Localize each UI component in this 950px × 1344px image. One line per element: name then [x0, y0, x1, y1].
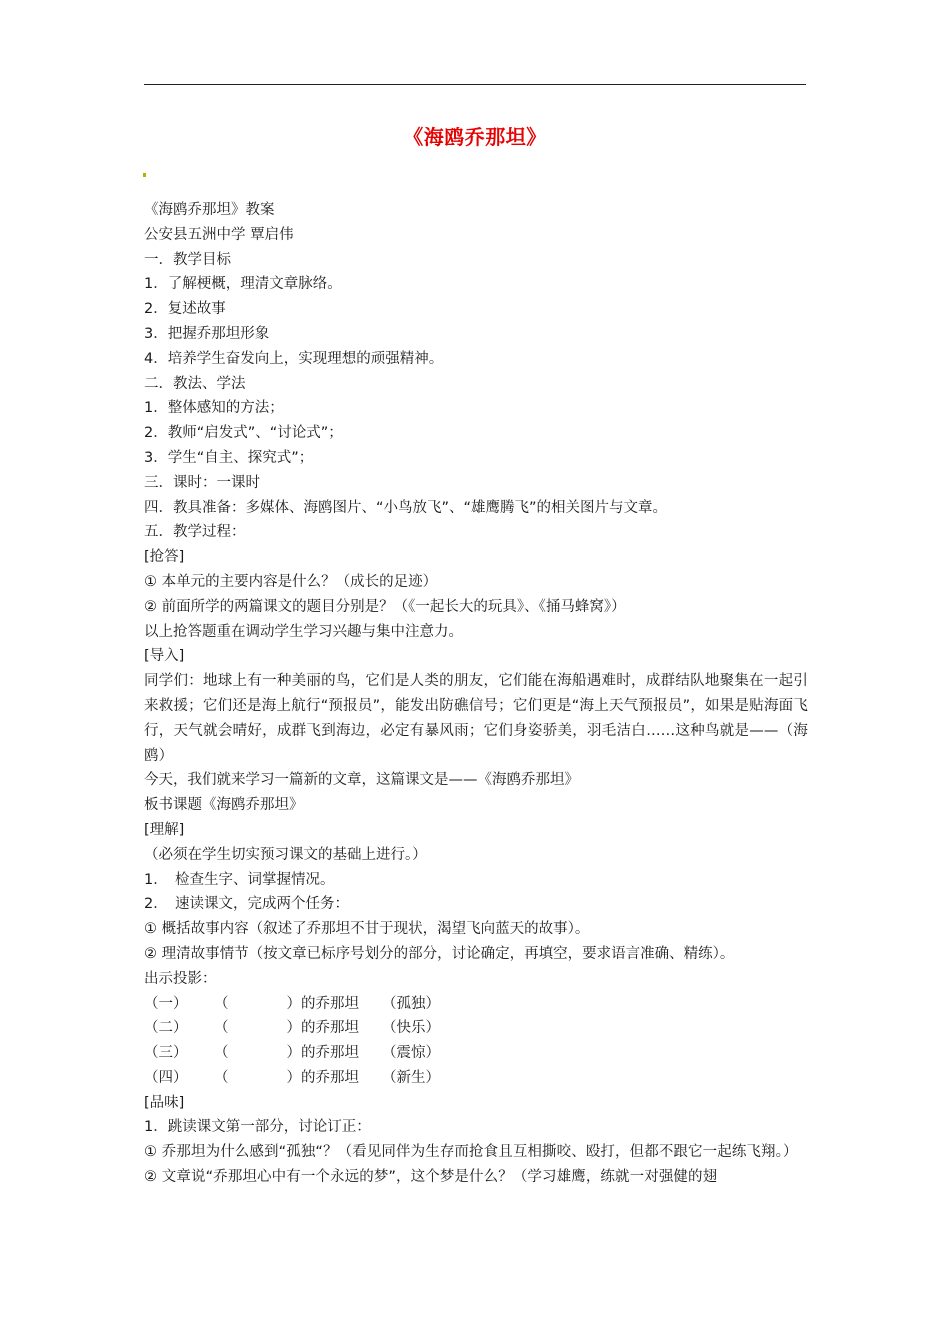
note-line: （必须在学生切实预习课文的基础上进行。） — [144, 846, 427, 863]
list-item: 1．整体感知的方法； — [144, 400, 284, 417]
task-line: ① 概括故事内容（叙述了乔那坦不甘于现状，渴望飞向蓝天的故事）。 — [144, 921, 590, 938]
table-cell-answer: （孤独） — [382, 995, 440, 1012]
today-line: 今天，我们就来学习一篇新的文章，这篇课文是——《海鸥乔那坦》 — [144, 772, 579, 789]
projection-label: 出示投影： — [144, 970, 217, 987]
subsection-label: [抢答] — [144, 549, 185, 566]
intro-paragraph: 同学们：地球上有一种美丽的鸟，它们是人类的朋友，它们能在海船遇难时，成群结队地聚集在一起引来救援；它们还是海上航行“预报员”，能发出防礁信号；它们更是“海上天气预报员”，如果是贴海面飞行，天气就会晴好，成群飞到海边，必定有暴风雨；它们身姿骄美，羽毛洁白……这种鸟就是——（海鸥） — [144, 673, 808, 764]
doc-heading: 《海鸥乔那坦》教案 — [144, 202, 275, 218]
question: ② 文章说“乔那坦心中有一个永远的梦”，这个梦是什么？（学习雄鹰，练就一对强健的翅 — [144, 1169, 718, 1186]
list-item: 3．学生“自主、探究式”； — [144, 449, 314, 466]
table-row — [144, 1041, 808, 1066]
table-cell-part: （一） — [144, 995, 188, 1012]
note-line: 以上抢答题重在调动学生学习兴趣与集中注意力。 — [144, 623, 463, 640]
list-item: 4．培养学生奋发向上，实现理想的顽强精神。 — [144, 350, 444, 367]
question: ① 本单元的主要内容是什么？（成长的足迹） — [144, 573, 438, 590]
subsection-label: [理解] — [144, 821, 185, 838]
table-cell-blank: （ ）的乔那坦 — [214, 1045, 359, 1062]
section-heading: 三．课时：一课时 — [144, 474, 260, 491]
table-cell-blank: （ ）的乔那坦 — [214, 1020, 359, 1037]
section-heading: 一．教学目标 — [144, 251, 231, 268]
table-cell-blank: （ ）的乔那坦 — [214, 995, 359, 1012]
table-cell-answer: （新生） — [382, 1069, 440, 1086]
header-rule — [144, 84, 806, 85]
document-title: 《海鸥乔那坦》 — [403, 125, 547, 149]
subsection-label: [导入] — [144, 648, 185, 665]
question: ② 前面所学的两篇课文的题目分别是？（《一起长大的玩具》、《捅马蜂窝》） — [144, 598, 626, 615]
table-cell-part: （三） — [144, 1045, 188, 1062]
table-cell-answer: （快乐） — [382, 1020, 440, 1037]
section-heading: 四．教具准备：多媒体、海鸥图片、“小鸟放飞”、“雄鹰腾飞”的相关图片与文章。 — [144, 499, 668, 516]
scan-mark — [143, 173, 146, 177]
list-item: 3．把握乔那坦形象 — [144, 325, 270, 342]
list-item: 2． 速读课文，完成两个任务： — [144, 896, 349, 913]
list-item: 1．跳读课文第一部分，讨论订正： — [144, 1119, 371, 1136]
table-row — [144, 1066, 808, 1091]
table-cell-answer: （震惊） — [382, 1045, 440, 1062]
table-row — [144, 1016, 808, 1041]
table-cell-part: （四） — [144, 1069, 188, 1086]
document-body — [144, 198, 808, 1190]
table-cell-part: （二） — [144, 1020, 188, 1037]
list-item: 2．复述故事 — [144, 301, 226, 318]
task-line: ② 理清故事情节（按文章已标序号划分的部分，讨论确定，再填空，要求语言准确、精练）。 — [144, 945, 735, 962]
list-item: 1．了解梗概，理清文章脉络。 — [144, 276, 342, 293]
table-cell-blank: （ ）的乔那坦 — [214, 1069, 359, 1086]
section-heading: 五．教学过程： — [144, 524, 246, 541]
question: ① 乔那坦为什么感到“孤独“？（看见同伴为生存而抢食且互相撕咬、殴打，但都不跟它一起练飞翔。） — [144, 1144, 798, 1161]
board-line: 板书课题《海鸥乔那坦》 — [144, 797, 304, 814]
table-row — [144, 992, 808, 1017]
list-item: 2．教师“启发式”、“讨论式”； — [144, 425, 343, 442]
list-item: 1． 检查生字、词掌握情况。 — [144, 871, 335, 888]
section-heading: 二．教法、学法 — [144, 375, 246, 392]
subsection-label: [品味] — [144, 1094, 185, 1111]
author-line: 公安县五洲中学 覃启伟 — [144, 226, 294, 243]
